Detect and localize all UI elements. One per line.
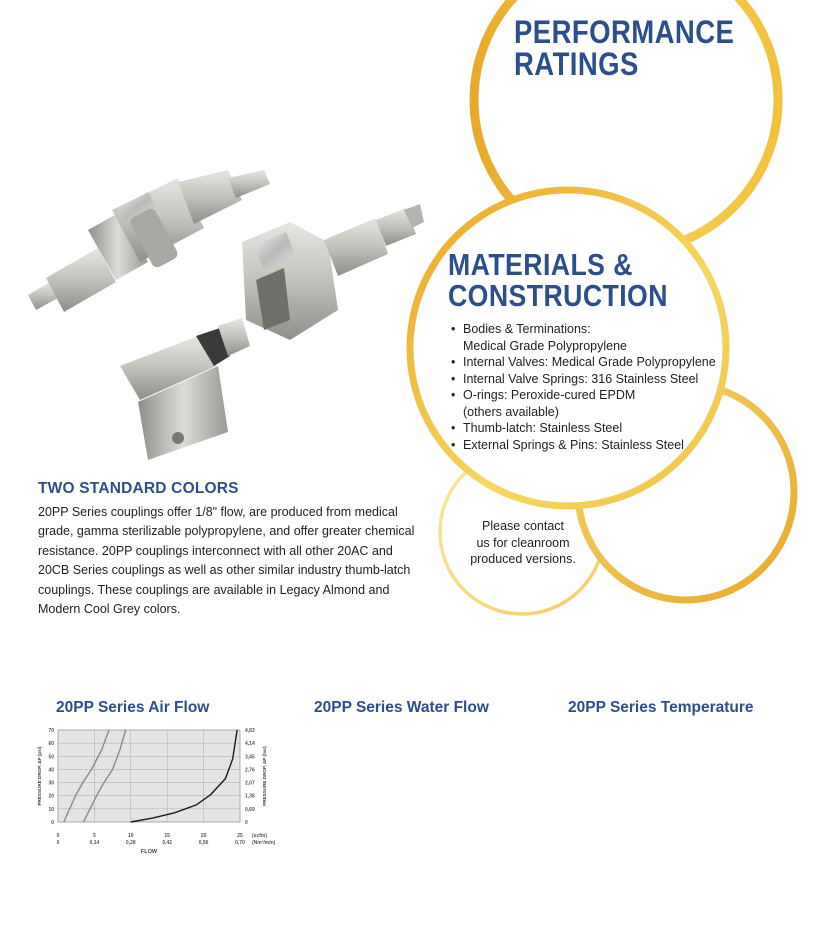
x-unit-secondary: (Nm³/min) xyxy=(252,840,276,846)
heading-line: RATINGS xyxy=(514,46,639,82)
y-tick-label: 70 xyxy=(48,728,54,734)
x2-tick-label: 0,28 xyxy=(125,840,136,846)
x-unit-primary: (scfm) xyxy=(252,833,268,839)
bulkhead-coupling xyxy=(28,170,270,312)
list-item: • O-rings: Peroxide-cured EPDM (others available) xyxy=(450,387,740,420)
y2-tick-label: 4,83 xyxy=(245,728,255,734)
heading-line: PERFORMANCE xyxy=(514,14,735,50)
y2-tick-label: 1,38 xyxy=(245,793,255,800)
y2-tick-label: 0,69 xyxy=(245,806,255,813)
heading-line: MATERIALS & xyxy=(448,247,633,282)
y-tick-label: 60 xyxy=(48,741,54,748)
x-tick-label: 25 xyxy=(237,833,243,839)
y-tick-label: 0 xyxy=(51,820,54,826)
performance-ratings-heading xyxy=(514,16,734,80)
heading-line: CONSTRUCTION xyxy=(448,278,668,313)
air-flow-chart xyxy=(34,724,286,858)
coupling-insert xyxy=(120,318,250,460)
product-photo xyxy=(28,170,428,460)
y2-tick-label: 3,45 xyxy=(245,754,255,761)
list-item: • Thumb-latch: Stainless Steel xyxy=(450,420,740,437)
x2-tick-label: 0,14 xyxy=(89,840,100,846)
x-tick-label: 20 xyxy=(200,833,207,839)
y-tick-label: 40 xyxy=(48,767,54,774)
x2-tick-label: 0 xyxy=(56,840,60,846)
materials-construction-heading xyxy=(448,249,668,311)
y2-axis-label: PRESSURE DROP, ΔP (bar) xyxy=(262,746,267,806)
y-tick-label: 30 xyxy=(48,780,54,787)
x-tick-label: 0 xyxy=(56,833,60,839)
temperature-chart-title: 20PP Series Temperature xyxy=(568,699,754,716)
plot-area xyxy=(58,730,240,822)
x-axis-label: FLOW xyxy=(140,849,158,855)
y-tick-label: 10 xyxy=(48,806,54,813)
list-item: • Internal Valves: Medical Grade Polypropylene xyxy=(450,354,740,371)
materials-list xyxy=(450,321,740,453)
y2-tick-label: 2,76 xyxy=(245,767,255,774)
x2-tick-label: 0,56 xyxy=(198,840,209,846)
y2-tick-label: 0 xyxy=(245,820,248,826)
x-tick-label: 5 xyxy=(93,833,96,839)
air-flow-chart-title: 20PP Series Air Flow xyxy=(56,699,210,716)
y-axis-label: PRESSURE DROP, ΔP (psi) xyxy=(37,746,42,806)
list-item: • External Springs & Pins: Stainless Steel xyxy=(450,437,740,454)
two-standard-colors-body: 20PP Series couplings offer 1/8" flow, are produced from medical grade, gamma sterilizable polypropylene, and offer greater chemical resistance. 20PP couplings interconnect with all other 20AC and 20CB Series couplings as well as other similar industry thumb-latch couplings. These couplings are available in Legacy Almond and Modern Cool Grey colors. xyxy=(38,505,415,617)
coupling-body xyxy=(242,204,424,340)
y-tick-label: 20 xyxy=(48,793,54,800)
x2-tick-label: 0,42 xyxy=(162,840,173,846)
list-item: • Internal Valve Springs: 316 Stainless Steel xyxy=(450,371,740,388)
x-tick-label: 15 xyxy=(164,833,170,839)
cleanroom-contact-note: Please contact us for cleanroom produced versions. xyxy=(470,519,576,566)
y2-tick-label: 2,07 xyxy=(245,780,255,787)
list-item: • Bodies & Terminations: Medical Grade Polypropylene xyxy=(450,321,740,354)
x2-tick-label: 0,70 xyxy=(235,840,245,846)
x-tick-label: 10 xyxy=(128,833,134,839)
two-standard-colors-heading: TWO STANDARD COLORS xyxy=(38,480,239,497)
y-tick-label: 50 xyxy=(48,754,54,761)
y2-tick-label: 4,14 xyxy=(245,741,255,748)
water-flow-chart-title: 20PP Series Water Flow xyxy=(314,699,489,716)
